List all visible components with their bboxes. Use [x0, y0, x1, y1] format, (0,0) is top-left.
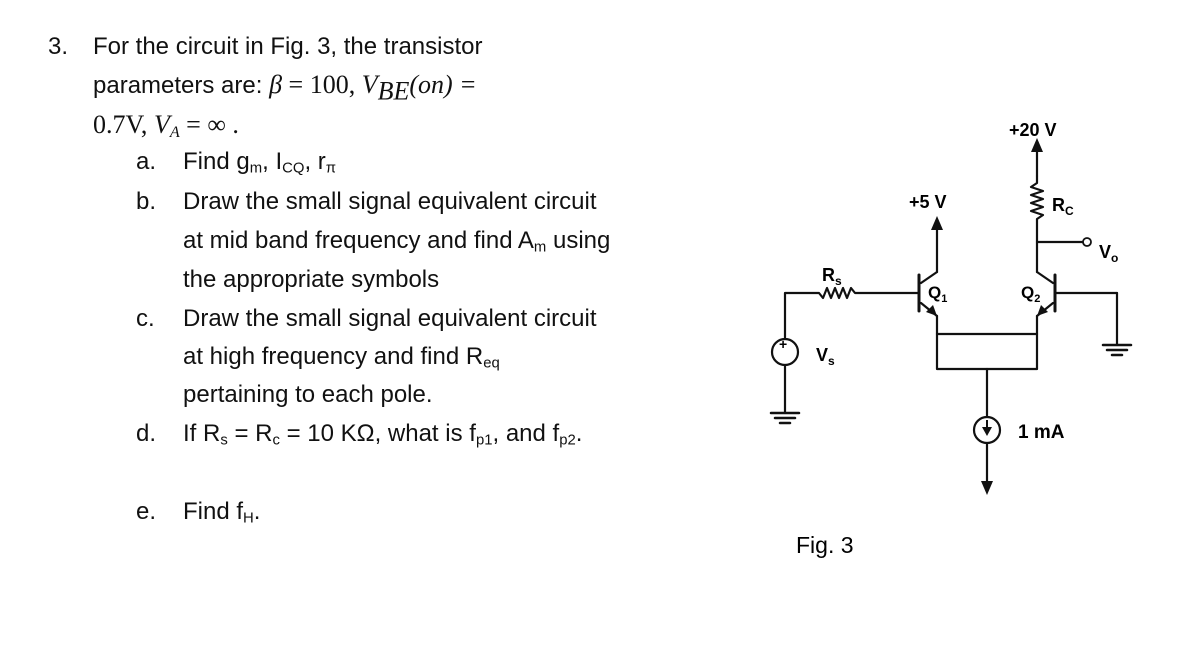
output-arrow: [981, 481, 993, 495]
beta-symbol: β: [269, 70, 283, 99]
part-a-letter: a.: [136, 148, 157, 175]
q1-label: $Q_1$: [928, 283, 948, 305]
vcc5-label: +5 V: [909, 192, 947, 212]
part-e-sub: H: [243, 510, 254, 527]
vo-label: $V_o$: [1099, 242, 1119, 265]
q2-label: $Q_2$: [1021, 283, 1041, 305]
vbe-on: (on) =: [409, 70, 477, 99]
part-b-letter: b.: [136, 188, 157, 215]
rc-resistor: [1031, 176, 1043, 242]
vs-label: $V_s$: [816, 345, 835, 368]
part-c-sub: eq: [483, 355, 500, 372]
part-b-seg: using: [546, 227, 611, 254]
part-c-line3: pertaining to each pole.: [183, 381, 433, 408]
part-a-sub: m: [249, 160, 263, 177]
emitter-tail-loop: [937, 334, 1037, 369]
part-b-line3: the appropriate symbols: [183, 266, 440, 293]
part-d-sub: s: [220, 432, 228, 449]
rs-label: $R_s$: [822, 265, 842, 288]
intro-prefix: parameters are:: [93, 72, 270, 99]
current-source-arrow: [982, 427, 992, 436]
part-d-sub: c: [272, 432, 280, 449]
part-d-seg: = R: [227, 420, 273, 447]
part-a-sub: π: [325, 160, 337, 177]
part-a-seg: Find g: [183, 148, 250, 175]
vcc20-arrow: [1031, 138, 1043, 152]
vcc5-arrow: [931, 216, 943, 230]
part-e-letter: e.: [136, 498, 157, 525]
part-d-sub: p2: [559, 432, 576, 449]
part-a-sub: CQ: [282, 160, 305, 177]
current-label: 1 mA: [1018, 422, 1065, 443]
vo-terminal: [1083, 238, 1091, 246]
va-symbol: V: [153, 110, 170, 139]
vbe-value: 0.7V,: [93, 110, 154, 139]
part-e-seg: .: [253, 498, 261, 525]
part-c-seg: at high frequency and find R: [183, 343, 484, 370]
q1-emitter-arrow: [926, 305, 937, 316]
beta-value: = 100,: [282, 70, 362, 99]
problem-number: 3.: [48, 33, 69, 60]
figure-caption: Fig. 3: [796, 532, 854, 558]
vbe-subscript: BE: [377, 76, 410, 106]
part-d-sub: p1: [475, 432, 493, 449]
part-b-seg: at mid band frequency and find A: [183, 227, 534, 254]
part-d-letter: d.: [136, 420, 157, 447]
part-e-seg: Find f: [183, 498, 244, 525]
rc-label: $R_C$: [1052, 195, 1074, 218]
rs-resistor: [785, 288, 919, 339]
part-c-line1: Draw the small signal equivalent circuit: [183, 305, 597, 332]
vbe-symbol: V: [361, 70, 378, 99]
va-subscript: A: [169, 124, 180, 142]
part-b-line1: Draw the small signal equivalent circuit: [183, 188, 597, 215]
problem-intro-line1: For the circuit in Fig. 3, the transistor: [93, 33, 483, 60]
part-a-seg: , r: [304, 148, 326, 175]
part-b-sub: m: [533, 239, 547, 256]
part-d-seg: .: [575, 420, 583, 447]
part-d-seg: = 10 KΩ, what is f: [279, 420, 476, 447]
q2-emitter-arrow: [1037, 305, 1048, 316]
vcc20-label: +20 V: [1009, 120, 1057, 140]
vs-plus-label: +: [779, 336, 788, 352]
part-a-seg: , I: [262, 148, 283, 175]
q1-collector: [921, 272, 937, 283]
part-c-letter: c.: [136, 305, 155, 332]
va-value: = ∞ .: [179, 110, 239, 139]
q2-collector: [1037, 272, 1053, 283]
part-d-seg: If R: [183, 420, 221, 447]
part-d-seg: , and f: [492, 420, 560, 447]
